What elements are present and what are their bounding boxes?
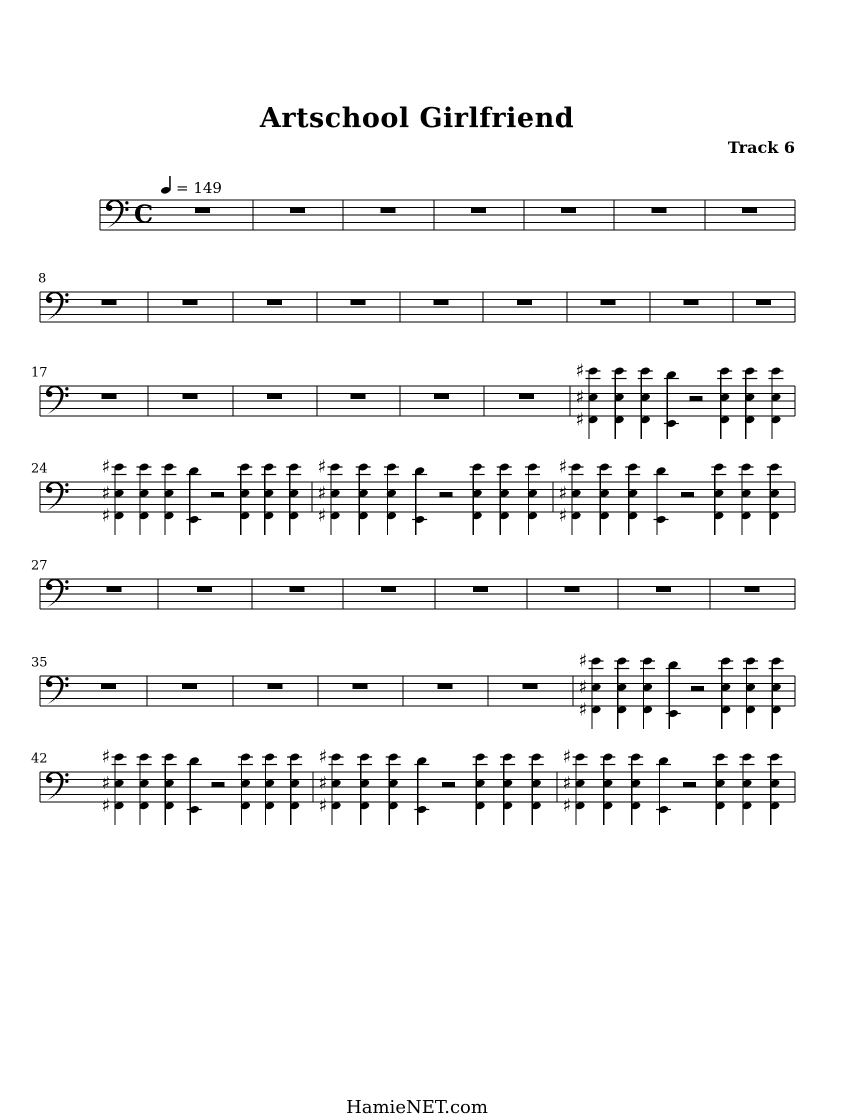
whole-rest-icon <box>183 300 198 306</box>
bass-clef-icon <box>46 482 69 511</box>
track-label: Track 6 <box>727 138 795 157</box>
sharp-icon: ♯ <box>558 505 568 527</box>
sharp-icon: ♯ <box>317 482 327 504</box>
whole-rest-icon <box>353 684 368 690</box>
whole-rest-icon <box>684 300 699 306</box>
bass-clef-icon <box>46 292 69 321</box>
sharp-icon: ♯ <box>318 772 328 794</box>
measure-number: 27 <box>31 558 48 574</box>
whole-rest-icon <box>517 300 532 306</box>
whole-rest-icon <box>183 394 198 400</box>
whole-rest-icon <box>656 587 671 593</box>
measure-number: 35 <box>31 655 48 671</box>
sharp-icon: ♯ <box>575 386 585 408</box>
whole-rest-icon <box>523 684 538 690</box>
whole-rest-icon <box>745 587 760 593</box>
whole-rest-icon <box>381 587 396 593</box>
whole-rest-icon <box>471 208 486 214</box>
sharp-icon: ♯ <box>575 360 585 382</box>
whole-rest-icon <box>601 300 616 306</box>
bass-clef-icon <box>46 579 69 608</box>
whole-rest-icon <box>438 684 453 690</box>
whole-rest-icon <box>101 684 116 690</box>
whole-rest-icon <box>107 587 122 593</box>
whole-rest-icon <box>561 208 576 214</box>
measure-number: 42 <box>31 751 48 767</box>
time-signature: C <box>134 199 154 229</box>
measure-number: 17 <box>31 365 48 381</box>
sharp-icon: ♯ <box>101 456 111 478</box>
half-rest-icon <box>212 782 225 787</box>
half-rest-icon <box>442 782 455 787</box>
measure-number: 24 <box>31 461 48 477</box>
bass-clef-icon <box>46 676 69 705</box>
whole-rest-icon <box>652 208 667 214</box>
sharp-icon: ♯ <box>562 795 572 817</box>
whole-rest-icon <box>197 587 212 593</box>
whole-rest-icon <box>351 300 366 306</box>
sharp-icon: ♯ <box>558 456 568 478</box>
whole-rest-icon <box>290 587 305 593</box>
whole-rest-icon <box>267 394 282 400</box>
sharp-icon: ♯ <box>318 795 328 817</box>
song-title: Artschool Girlfriend <box>259 103 575 134</box>
half-rest-icon <box>691 686 704 691</box>
sharp-icon: ♯ <box>101 505 111 527</box>
sharp-icon: ♯ <box>575 409 585 431</box>
whole-rest-icon <box>182 684 197 690</box>
sharp-icon: ♯ <box>101 746 111 768</box>
sharp-icon: ♯ <box>558 482 568 504</box>
tempo-value: = 149 <box>176 179 222 197</box>
whole-rest-icon <box>519 394 534 400</box>
sharp-icon: ♯ <box>578 699 588 721</box>
sharp-icon: ♯ <box>101 795 111 817</box>
sharp-icon: ♯ <box>101 772 111 794</box>
sharp-icon: ♯ <box>562 772 572 794</box>
measure-number: 8 <box>38 271 47 287</box>
sharp-icon: ♯ <box>562 746 572 768</box>
whole-rest-icon <box>102 394 117 400</box>
whole-rest-icon <box>473 587 488 593</box>
half-rest-icon <box>211 492 224 497</box>
whole-rest-icon <box>195 208 210 214</box>
half-rest-icon <box>681 492 694 497</box>
whole-rest-icon <box>434 394 449 400</box>
site-watermark: HamieNET.com <box>346 1097 488 1118</box>
bass-clef-icon <box>46 386 69 415</box>
whole-rest-icon <box>565 587 580 593</box>
bass-clef-icon <box>46 772 69 801</box>
sharp-icon: ♯ <box>578 650 588 672</box>
sharp-icon: ♯ <box>318 746 328 768</box>
whole-rest-icon <box>742 208 757 214</box>
whole-rest-icon <box>268 684 283 690</box>
sharp-icon: ♯ <box>578 676 588 698</box>
whole-rest-icon <box>756 300 771 306</box>
whole-rest-icon <box>351 394 366 400</box>
whole-rest-icon <box>290 208 305 214</box>
whole-rest-icon <box>267 300 282 306</box>
bass-clef-icon <box>106 200 129 229</box>
half-rest-icon <box>690 396 703 401</box>
half-rest-icon <box>440 492 453 497</box>
whole-rest-icon <box>381 208 396 214</box>
sharp-icon: ♯ <box>101 482 111 504</box>
whole-rest-icon <box>434 300 449 306</box>
half-rest-icon <box>683 782 696 787</box>
sharp-icon: ♯ <box>317 505 327 527</box>
sharp-icon: ♯ <box>317 456 327 478</box>
whole-rest-icon <box>102 300 117 306</box>
